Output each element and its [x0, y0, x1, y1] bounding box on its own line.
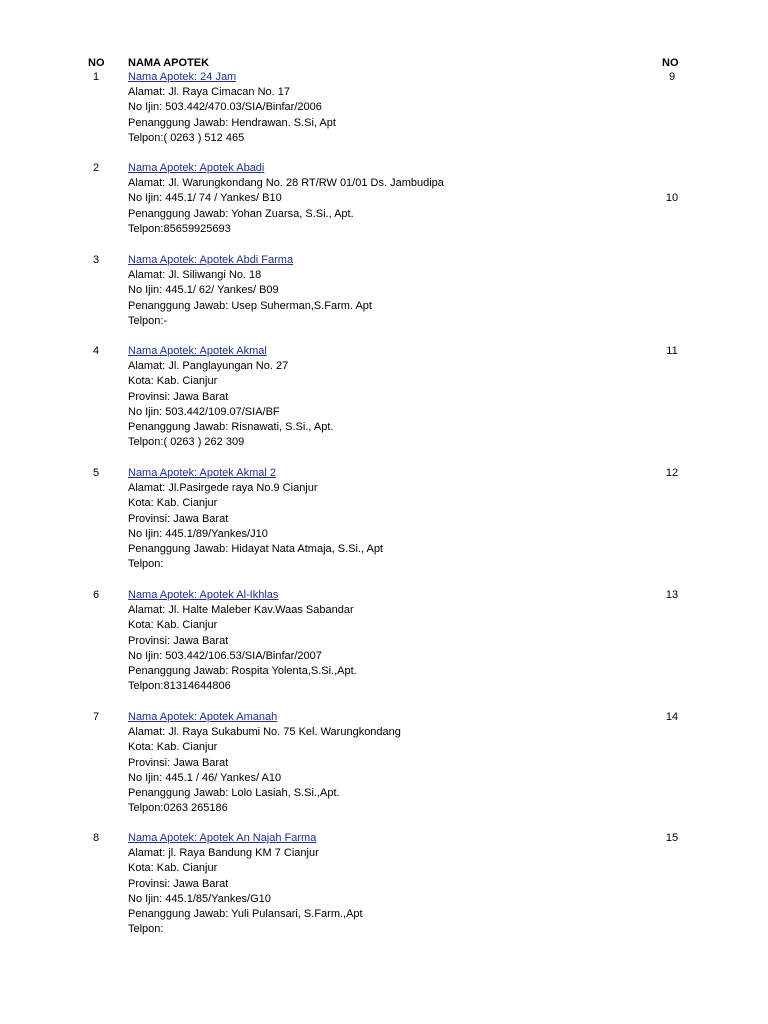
province-line: Provinsi: Jawa Barat	[128, 756, 229, 769]
entry-number: 3	[92, 254, 100, 266]
phone-line: Telpon:-	[128, 314, 168, 327]
entry-details	[128, 161, 444, 237]
address-line: Alamat: Jl. Halte Maleber Kav.Waas Sabandar	[128, 604, 354, 617]
license-line: No Ijin: 503.442/470.03/SIA/Binfar/2006	[128, 101, 322, 114]
pharmacy-name-link[interactable]: Nama Apotek: Apotek Akmal 2	[128, 467, 276, 479]
phone-line: Telpon:85659925693	[128, 222, 231, 235]
right-entry-number: 13	[665, 589, 679, 601]
entry-number: 7	[92, 711, 100, 723]
phone-line: Telpon:( 0263 ) 262 309	[128, 436, 245, 449]
address-line: Alamat: Jl. Siliwangi No. 18	[128, 269, 262, 282]
pharmacist-line: Penanggung Jawab: Rospita Yolenta,S.Si.,Apt.	[128, 665, 357, 678]
right-entry-number: 15	[665, 832, 679, 844]
pharmacist-line: Penanggung Jawab: Yuli Pulansari, S.Farm.,Apt	[128, 908, 363, 921]
license-line: No Ijin: 445.1 / 46/ Yankes/ A10	[128, 771, 282, 784]
pharmacist-line: Penanggung Jawab: Lolo Lasiah, S.Si.,Apt.	[128, 787, 340, 800]
right-entry-number: 10	[665, 192, 679, 204]
license-line: No Ijin: 503.442/109.07/SIA/BF	[128, 405, 280, 418]
province-line: Provinsi: Jawa Barat	[128, 634, 229, 647]
right-entry-number: 11	[666, 345, 678, 357]
entry-details	[128, 344, 333, 450]
address-line: Alamat: Jl. Warungkondang No. 28 RT/RW 01/01 Ds. Jambudipa	[128, 177, 444, 190]
right-entry-number: 12	[665, 467, 679, 479]
pharmacy-name-link[interactable]: Nama Apotek: Apotek Abdi Farma	[128, 254, 294, 266]
city-line: Kota: Kab. Cianjur	[128, 375, 218, 388]
address-line: Alamat: Jl. Raya Sukabumi No. 75 Kel. Warungkondang	[128, 726, 401, 739]
phone-line: Telpon:	[128, 558, 164, 571]
license-line: No Ijin: 445.1/ 62/ Yankes/ B09	[128, 284, 279, 297]
address-line: Alamat: Jl.Pasirgede raya No.9 Cianjur	[128, 482, 318, 495]
column-header-no-right: NO	[662, 57, 679, 69]
city-line: Kota: Kab. Cianjur	[128, 862, 218, 875]
city-line: Kota: Kab. Cianjur	[128, 497, 218, 510]
column-header-no: NO	[88, 57, 105, 69]
pharmacy-name-link[interactable]: Nama Apotek: Apotek An Najah Farma	[128, 832, 317, 844]
license-line: No Ijin: 445.1/89/Yankes/J10	[128, 527, 268, 540]
entry-number: 8	[92, 832, 100, 844]
province-line: Provinsi: Jawa Barat	[128, 512, 229, 525]
pharmacist-line: Penanggung Jawab: Risnawati, S.Si., Apt.	[128, 421, 334, 434]
license-line: No Ijin: 503.442/106.53/SIA/Binfar/2007	[128, 649, 322, 662]
phone-line: Telpon:81314644806	[128, 680, 231, 693]
pharmacy-name-link[interactable]: Nama Apotek: Apotek Akmal	[128, 345, 267, 357]
entry-details	[128, 466, 383, 572]
address-line: Alamat: Jl. Panglayungan No. 27	[128, 360, 289, 373]
entry-number: 2	[92, 162, 100, 174]
phone-line: Telpon:	[128, 923, 164, 936]
entry-details	[128, 70, 336, 146]
province-line: Provinsi: Jawa Barat	[128, 390, 229, 403]
entry-number: 1	[92, 71, 100, 83]
column-header-nama-apotek: NAMA APOTEK	[128, 57, 210, 69]
entry-details	[128, 710, 401, 816]
pharmacist-line: Penanggung Jawab: Hendrawan. S.Si, Apt	[128, 116, 336, 129]
entry-details	[128, 831, 363, 937]
entry-details	[128, 253, 372, 329]
pharmacist-line: Penanggung Jawab: Hidayat Nata Atmaja, S.Si., Apt	[128, 543, 383, 556]
city-line: Kota: Kab. Cianjur	[128, 619, 218, 632]
pharmacy-name-link[interactable]: Nama Apotek: Apotek Al-Ikhlas	[128, 589, 279, 601]
address-line: Alamat: Jl. Raya Cimacan No. 17	[128, 86, 291, 99]
entry-number: 6	[92, 589, 100, 601]
pharmacist-line: Penanggung Jawab: Yohan Zuarsa, S.Si., Apt.	[128, 207, 354, 220]
license-line: No Ijin: 445.1/ 74 / Yankes/ B10	[128, 192, 282, 205]
pharmacist-line: Penanggung Jawab: Usep Suherman,S.Farm. Apt	[128, 299, 372, 312]
address-line: Alamat: jl. Raya Bandung KM 7 Cianjur	[128, 847, 319, 860]
pharmacy-name-link[interactable]: Nama Apotek: Apotek Abadi	[128, 162, 265, 174]
phone-line: Telpon:0263 265186	[128, 802, 228, 815]
license-line: No Ijin: 445.1/85/Yankes/G10	[128, 892, 271, 905]
right-entry-number: 14	[665, 711, 679, 723]
entry-number: 4	[92, 345, 100, 357]
entry-details	[128, 588, 357, 694]
entry-number: 5	[92, 467, 100, 479]
province-line: Provinsi: Jawa Barat	[128, 877, 229, 890]
pharmacy-name-link[interactable]: Nama Apotek: 24 Jam	[128, 71, 237, 83]
right-entry-number: 9	[668, 71, 676, 83]
city-line: Kota: Kab. Cianjur	[128, 741, 218, 754]
pharmacy-name-link[interactable]: Nama Apotek: Apotek Amanah	[128, 711, 278, 723]
phone-line: Telpon:( 0263 ) 512 465	[128, 131, 245, 144]
